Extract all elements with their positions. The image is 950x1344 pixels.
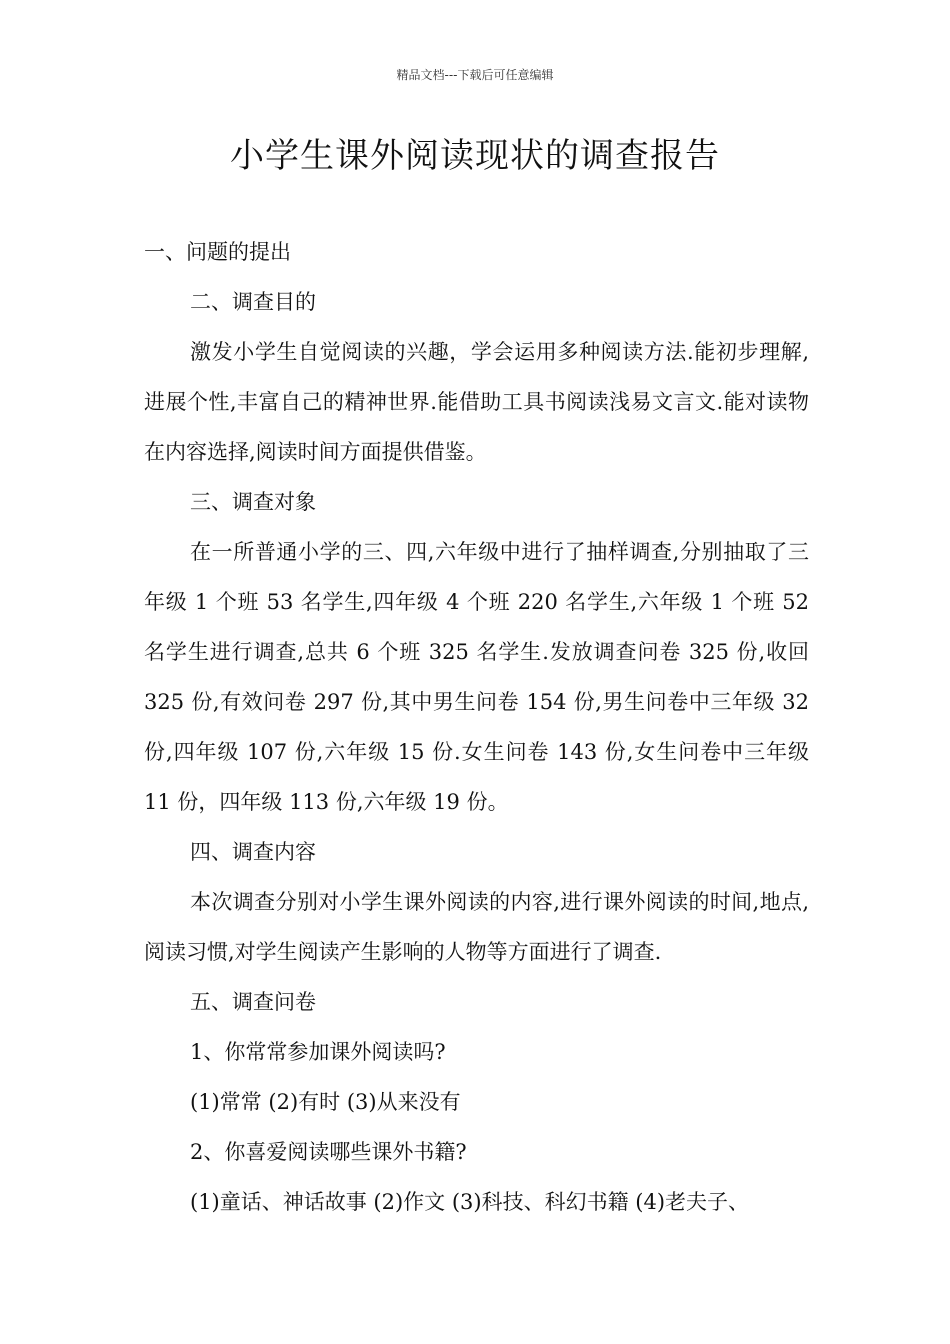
question-1-options: (1)常常 (2)有时 (3)从来没有 — [190, 1090, 461, 1114]
paragraph-purpose: 激发小学生自觉阅读的兴趣，学会运用多种阅读方法.能初步理解,进展个性,丰富自己的精神世界.能借助工具书阅读浅易文言文.能对读物在内容选择,阅读时间方面提供借鉴。 — [144, 340, 809, 464]
question-1: 1、你常常参加课外阅读吗? — [190, 1040, 446, 1064]
section-heading-subjects: 三、调查对象 — [190, 490, 316, 514]
question-2: 2、你喜爱阅读哪些课外书籍? — [190, 1140, 467, 1164]
paragraph-content: 本次调查分别对小学生课外阅读的内容,进行课外阅读的时间,地点,阅读习惯,对学生阅读产生影响的人物等方面进行了调查. — [144, 890, 809, 964]
question-2-options: (1)童话、神话故事 (2)作文 (3)科技、科幻书籍 (4)老夫子、 — [190, 1190, 750, 1214]
document-title: 小学生课外阅读现状的调查报告 — [230, 136, 720, 176]
section-heading-purpose: 二、调查目的 — [190, 290, 316, 314]
section-heading-content: 四、调查内容 — [190, 840, 316, 864]
header-note: 精品文档---下载后可任意编辑 — [396, 68, 554, 82]
section-heading-questionnaire: 五、调查问卷 — [190, 990, 316, 1014]
section-heading-problem: 一、问题的提出 — [144, 240, 291, 264]
document-body — [144, 227, 809, 1227]
paragraph-subjects: 在一所普通小学的三、四,六年级中进行了抽样调查,分别抽取了三年级 1 个班 53 名学生,四年级 4 个班 220 名学生,六年级 1 个班 52 名学生进行调查,总共 6 个班 325 名学生.发放调查问卷 325 份,收回 325 份,有效问卷 297 份,其中男生问卷 154 份,男生问卷中三年级 32 份,四年级 107 份,六年级 15 份.女生问卷 143 份,女生问卷中三年级 11 份，四年级 113 份,六年级 19 份。 — [144, 540, 809, 814]
